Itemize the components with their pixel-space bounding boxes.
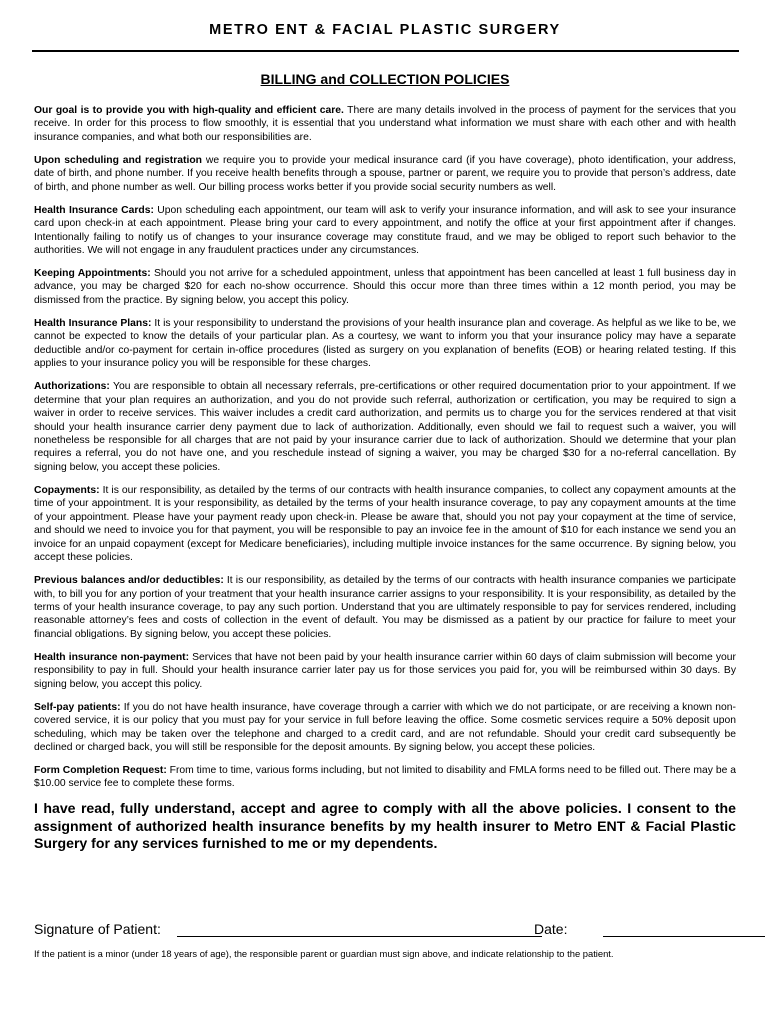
- section-text: Upon scheduling each appointment, our team will ask to verify your insurance information, and will ask to see your insurance card upon check-in at each appointment. Please bring your card to every appointment, and notify the office at your first appointment after if changes. Intentionally failing to notify us of changes to your insurance coverage may constitute fraud, and we may be obliged to report such behavior to the authorities. We will not engage in any fraudulent practices under any circumstances.: [34, 204, 736, 257]
- section-text: If you do not have health insurance, have coverage through a carrier with which we do not participate, or are receiving a known non-covered service, it is our policy that you must pay for your service in full before leaving the office. Some cosmetic services require a 50% deposit upon scheduling, which may be taken over the telephone and charged to a credit card, and are not refundable. Should your credit card subsequently be declined or charged back, you will still be responsible for the deposit amounts. By signing below, you accept these policies.: [34, 701, 736, 754]
- section-heading: Health Insurance Cards:: [34, 204, 154, 216]
- header-divider: [32, 50, 739, 52]
- signature-row: [34, 919, 736, 941]
- date-line[interactable]: [603, 936, 765, 937]
- section-heading: Authorizations:: [34, 381, 110, 393]
- section-heading: Health insurance non-payment:: [34, 651, 190, 663]
- section-copayments: [34, 484, 736, 565]
- policy-body: [34, 104, 736, 853]
- section-previous-balances: [34, 574, 736, 641]
- section-heading: Previous balances and/or deductibles:: [34, 575, 224, 587]
- section-scheduling: [34, 154, 736, 194]
- section-heading: Self-pay patients:: [34, 701, 121, 713]
- section-text: Services that have not been paid by your health insurance carrier within 60 days of claim submission will become your responsibility to pay in full. Should your health insurance carrier later pay us for those services you paid for, you will be reimbursed within 30 days. By signing below, you accept this policy.: [34, 651, 736, 690]
- section-text: From time to time, various forms including, but not limited to disability and FMLA forms need to be filled out. There may be a $10.00 service fee to complete these forms.: [34, 765, 736, 790]
- date-label: Date:: [534, 921, 568, 937]
- document-title: BILLING and COLLECTION POLICIES: [260, 71, 510, 87]
- section-form-completion: [34, 764, 736, 791]
- section-text: There are many details involved in the process of payment for the services that you receive. In order for this process to flow smoothly, it is essential that you understand what information we must share with each other and with health insurance companies, and what both our responsibilities are.: [34, 105, 736, 143]
- consent-statement: I have read, fully understand, accept and agree to comply with all the above policies. I consent to the assignment of authorized health insurance benefits by my health insurer to Metro ENT & Facial Plastic Surgery for any services furnished to me or my dependents.: [34, 800, 736, 852]
- section-keeping-appointments: [34, 267, 736, 307]
- section-insurance-cards: [34, 204, 736, 258]
- section-heading: Keeping Appointments:: [34, 268, 151, 280]
- signature-label: Signature of Patient:: [34, 921, 161, 937]
- minor-footnote: If the patient is a minor (under 18 years of age), the responsible parent or guardian must sign above, and indicate relationship to the patient.: [34, 948, 614, 959]
- section-heading: Copayments:: [34, 484, 100, 496]
- section-self-pay: [34, 701, 736, 755]
- section-insurance-plans: [34, 317, 736, 371]
- section-authorizations: [34, 380, 736, 474]
- section-heading: Form Completion Request:: [34, 765, 167, 777]
- signature-line[interactable]: [177, 936, 542, 937]
- section-text: It is our responsibility, as detailed by the terms of our contracts with health insurance companies, to collect any copayment amounts at the time of your appointment. It is your responsibility, as detailed by the terms of your health insurance coverage, to pay any copayment amounts at the time of your appointment. Please have your payment ready upon check-in. Please be aware that, should you not pay your copayment at the time of service, and should we need to invoice you for that payment, you will be responsible to pay an invoice fee in the amount of $10 for each instance we send you an invoice for an unpaid copayment (except for Medicare beneficiaries), including multiple invoice instances for the same occurrence. By signing below, you accept these policies.: [34, 484, 736, 564]
- section-heading: Upon scheduling and registration: [34, 154, 202, 166]
- section-non-payment: [34, 651, 736, 691]
- section-text: Should you not arrive for a scheduled appointment, unless that appointment has been cancelled at least 1 full business day in advance, you may be charged $20 for each no-show occurrence. Should this occur more than three times within a 12 month period, you may be dismissed from the practice. By signing below, you accept this policy.: [34, 268, 736, 306]
- section-text: It is our responsibility, as detailed by the terms of our contracts with health insurance companies we participate with, to bill you for any portion of your treatment that your health insurance carrier assigns to your responsibility. It is your responsibility, as detailed by the terms of your health insurance coverage, to pay any such portion. Understand that you are ultimately responsible to pay for services rendered, including reasonable attorney’s fees and costs of collection in the event of default. You may be dismissed as a patient by our practice for failure to meet your financial obligations. By signing below, you accept these policies.: [34, 575, 736, 640]
- section-goal: [34, 104, 736, 144]
- section-heading: Health Insurance Plans:: [34, 317, 152, 329]
- section-text: It is your responsibility to understand the provisions of your health insurance plan and coverage. As helpful as we like to be, we cannot be expected to know the details of your particular plan. As a courtesy, we want to inform you that your insurance policy may have a separate deductible and/or co-payment for certain in-office procedures (listed as surgery on you explanation of benefits (EOB) or hearing related testing. If this applies to your insurance policy you will be responsible for these charges.: [34, 317, 736, 370]
- section-text: we require you to provide your medical insurance card (if you have coverage), photo identification, your address, date of birth, and phone number. If you receive health benefits through a spouse, partner or parent, we require you to provide that person’s address, date of birth, and phone number as well. Our billing process works better if you provide social security numbers as well.: [34, 154, 737, 193]
- section-heading: Our goal is to provide you with high-quality and efficient care.: [34, 105, 344, 116]
- section-text: You are responsible to obtain all necessary referrals, pre-certifications or other required documentation prior to your appointment. If we determine that your plan requires an authorization, and you do not provide such referral, authorization or certification, you may be required to sign a waiver in order to receive services. This waiver includes a credit card authorization, and permits us to charge you for the services rendered at that visit should your health insurance carrier deny payment due to lack of authorization. Additionally, even should we fail to request such a waiver, you will nonetheless be responsible for all charges that are not paid by your insurance carrier due to lack of authorization. Should we determine that your plan requires a referral, you do not have one, and you reschedule instead of signing a waiver, you may be charged $30 for a no-referral cancellation. By signing below, you accept these policies.: [34, 381, 736, 473]
- organization-name: METRO ENT & FACIAL PLASTIC SURGERY: [209, 22, 561, 38]
